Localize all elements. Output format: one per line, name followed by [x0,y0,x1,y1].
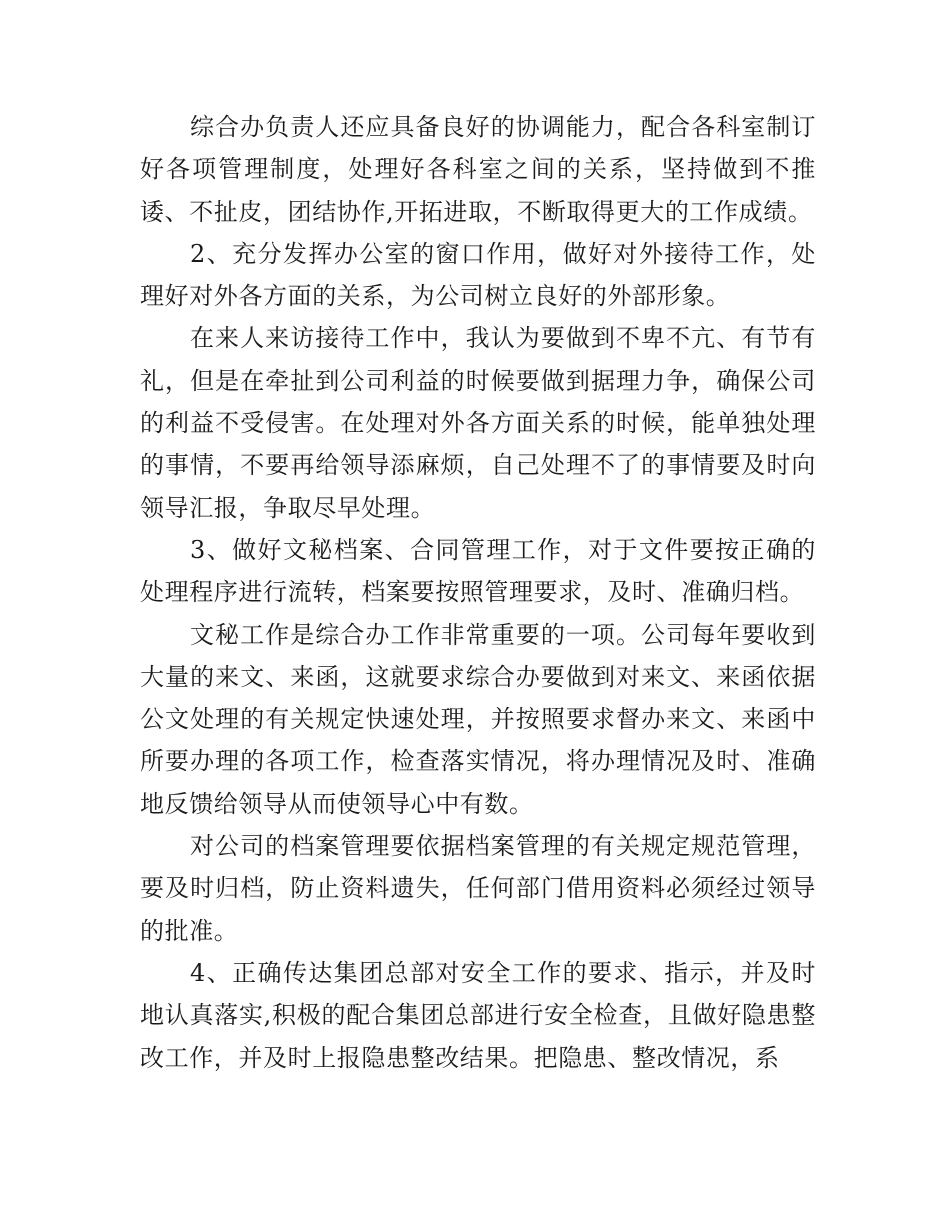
paragraph-secretarial-work: 文秘工作是综合办工作非常重要的一项。公司每年要收到大量的来文、来函，这就要求综合办要做到对来文、来函依据公文处理的有关规定快速处理，并按照要求督办来文、来函中所要办理的各项工作，检查落实情况，将办理情况及时、准确地反馈给领导从而使领导心中有数。 [140,620,816,818]
paragraph-visitor-reception: 在来人来访接待工作中，我认为要做到不卑不亢、有节有礼，但是在牵扯到公司利益的时候要做到据理力争，确保公司的利益不受侵害。在处理对外各方面关系的时候，能单独处理的事情，不要再给领导添麻烦，自己处理不了的事情要及时向领导汇报，争取尽早处理。 [140,324,816,522]
paragraph-item-4-safety: 4、正确传达集团总部对安全工作的要求、指示，并及时地认真落实,积极的配合集团总部进行安全检查，且做好隐患整改工作，并及时上报隐患整改结果。把隐患、整改情况，系 [140,958,816,1072]
document-body [140,106,816,1079]
paragraph-item-3-archives: 3、做好文秘档案、合同管理工作，对于文件要按正确的处理程序进行流转，档案要按照管理要求，及时、准确归档。 [140,535,816,607]
paragraph-coordination: 综合办负责人还应具备良好的协调能力，配合各科室制订好各项管理制度，处理好各科室之间的关系，坚持做到不推诿、不扯皮，团结协作,开拓进取，不断取得更大的工作成绩。 [140,113,816,226]
paragraph-archive-management: 对公司的档案管理要依据档案管理的有关规定规范管理，要及时归档，防止资料遗失，任何部门借用资料必须经过领导的批准。 [140,832,816,945]
paragraph-item-2-reception: 2、充分发挥办公室的窗口作用，做好对外接待工作，处理好对外各方面的关系，为公司树立良好的外部形象。 [140,239,816,311]
